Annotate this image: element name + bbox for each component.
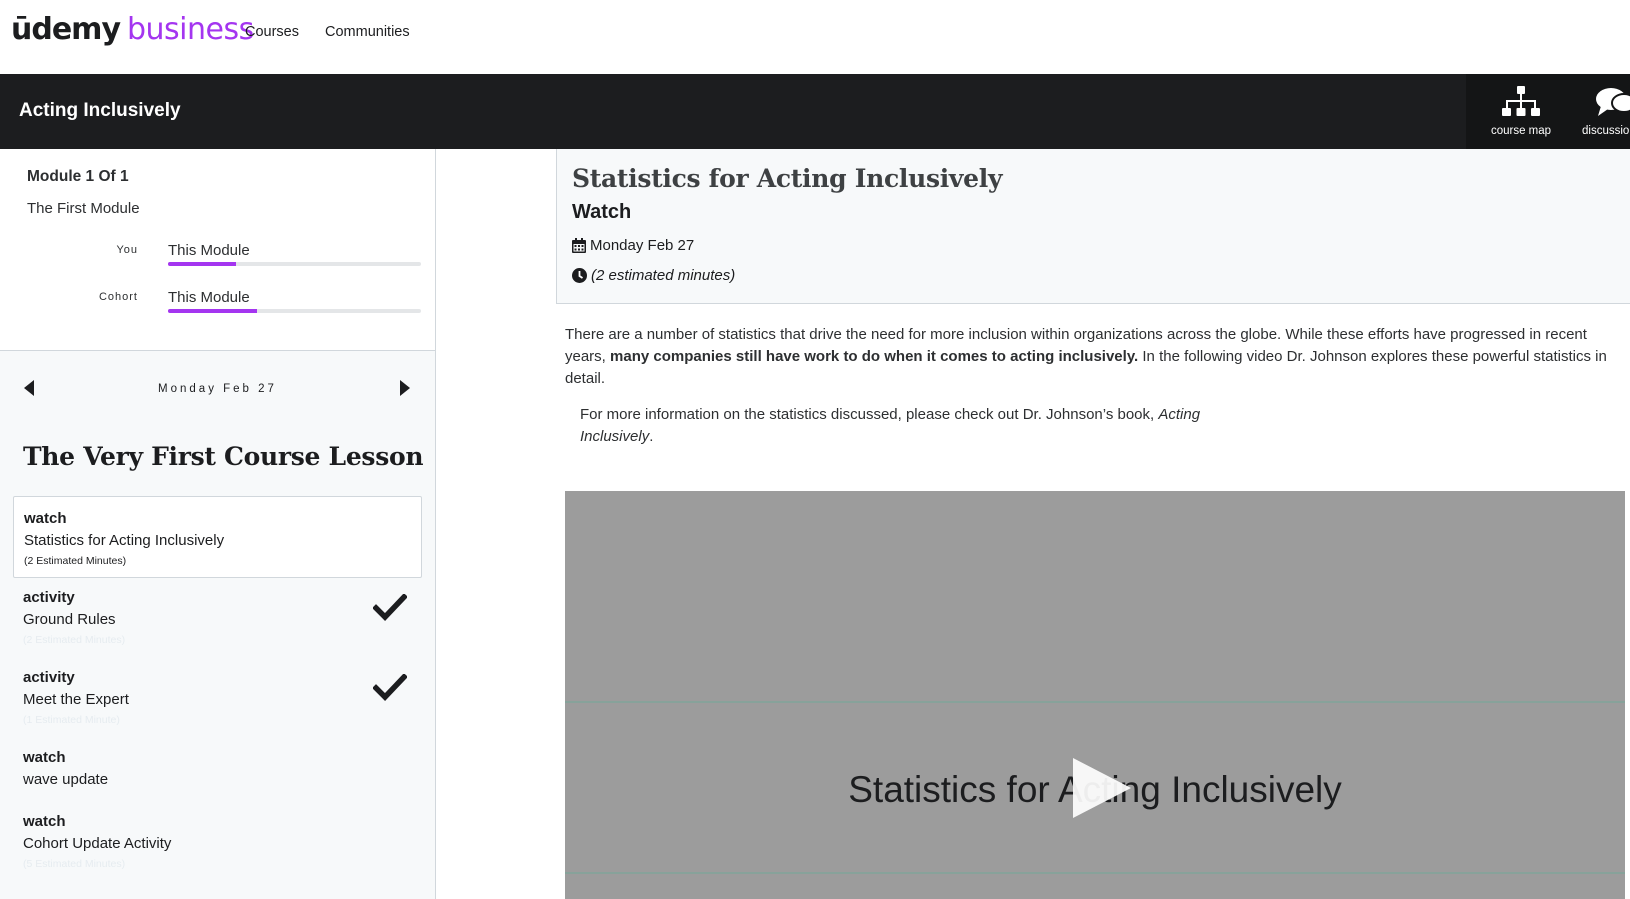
course-map-button[interactable] [1466,74,1576,149]
logo-primary: ūdemy [11,12,120,47]
progress-fill-you [168,262,236,266]
course-map-label: course map [1490,125,1552,137]
lesson-date [572,237,694,254]
video-player[interactable] [565,491,1625,899]
video-decor-line [565,701,1625,703]
clock-icon [572,268,587,283]
discussion-label: discussio [1582,125,1630,137]
course-title: Acting Inclusively [19,100,181,121]
item-type: activity [23,589,75,606]
description-text: There are a number of statistics that drive the need for more inclusion within organizations across the globe. While these efforts have progressed in recent years, [565,326,1587,365]
date-navigator [0,371,435,411]
progress-bar-cohort [168,309,421,313]
progress-scope-cohort: This Module [168,289,250,306]
item-name: Meet the Expert [23,691,129,708]
item-name: Ground Rules [23,611,116,628]
lesson-item[interactable] [13,800,420,880]
nav-link-courses[interactable]: Courses [245,24,299,40]
lesson-item[interactable] [13,736,420,800]
next-day-icon[interactable] [400,380,410,396]
calendar-icon [572,238,586,253]
lesson-item[interactable] [13,656,420,736]
module-title: Module 1 Of 1 [27,168,129,185]
item-estimate: (2 Estimated Minutes) [23,634,126,646]
book-title: Acting Inclusively [580,406,1201,445]
lesson-note [580,404,1250,448]
item-type: activity [23,669,75,686]
description-text-end: In the following video Dr. Johnson explores these powerful statistics in detail. [565,348,1607,387]
item-name: Statistics for Acting Inclusively [24,532,225,549]
progress-label-you: You [116,244,138,256]
progress-fill-cohort [168,309,257,313]
course-header-bar [0,74,1630,149]
item-name: Cohort Update Activity [23,835,172,852]
progress-scope-you: This Module [168,242,250,259]
nav-link-communities[interactable]: Communities [325,24,410,40]
item-estimate: (1 Estimated Minute) [23,714,120,726]
lesson-description [565,324,1615,390]
video-title-frame: Statistics for Acting Inclusively [848,769,1342,810]
lesson-estimate-text: (2 estimated minutes) [591,267,736,284]
item-type: watch [23,749,66,766]
lesson-item-active[interactable] [13,496,422,578]
item-type: watch [24,510,67,527]
current-date: Monday Feb 27 [158,383,277,395]
item-type: watch [23,813,66,830]
play-icon[interactable] [1073,758,1131,818]
sitemap-icon [1502,86,1540,118]
discussion-button[interactable] [1576,74,1630,149]
progress-label-cohort: Cohort [98,291,138,303]
video-decor-line [565,872,1625,874]
item-estimate: (5 Estimated Minutes) [23,858,126,870]
module-subtitle: The First Module [27,200,140,217]
udemy-business-logo[interactable] [11,12,254,52]
note-text-end: . [649,428,654,445]
item-estimate: (2 Estimated Minutes) [24,555,127,567]
lesson-type: Watch [572,201,632,223]
logo-secondary: business [127,12,254,47]
item-name: wave update [23,771,109,788]
lesson-estimate [572,267,735,284]
progress-bar-you [168,262,421,266]
checkmark-icon [373,674,407,702]
top-navigation [0,0,1630,74]
note-text: For more information on the statistics discussed, please check out Dr. Johnson’s book, [580,406,1159,423]
lesson-date-text: Monday Feb 27 [590,237,695,254]
lesson-sidebar [0,149,436,899]
lesson-item[interactable] [13,576,420,656]
checkmark-icon [373,594,407,622]
description-emphasis: many companies still have work to do when it comes to acting inclusively. [610,348,1139,365]
lesson-title: Statistics for Acting Inclusively [572,164,1003,193]
lesson-header-card [556,149,1630,304]
lesson-heading: The Very First Course Lesson [23,442,424,471]
module-progress-panel [0,149,435,351]
comments-icon [1596,86,1630,118]
